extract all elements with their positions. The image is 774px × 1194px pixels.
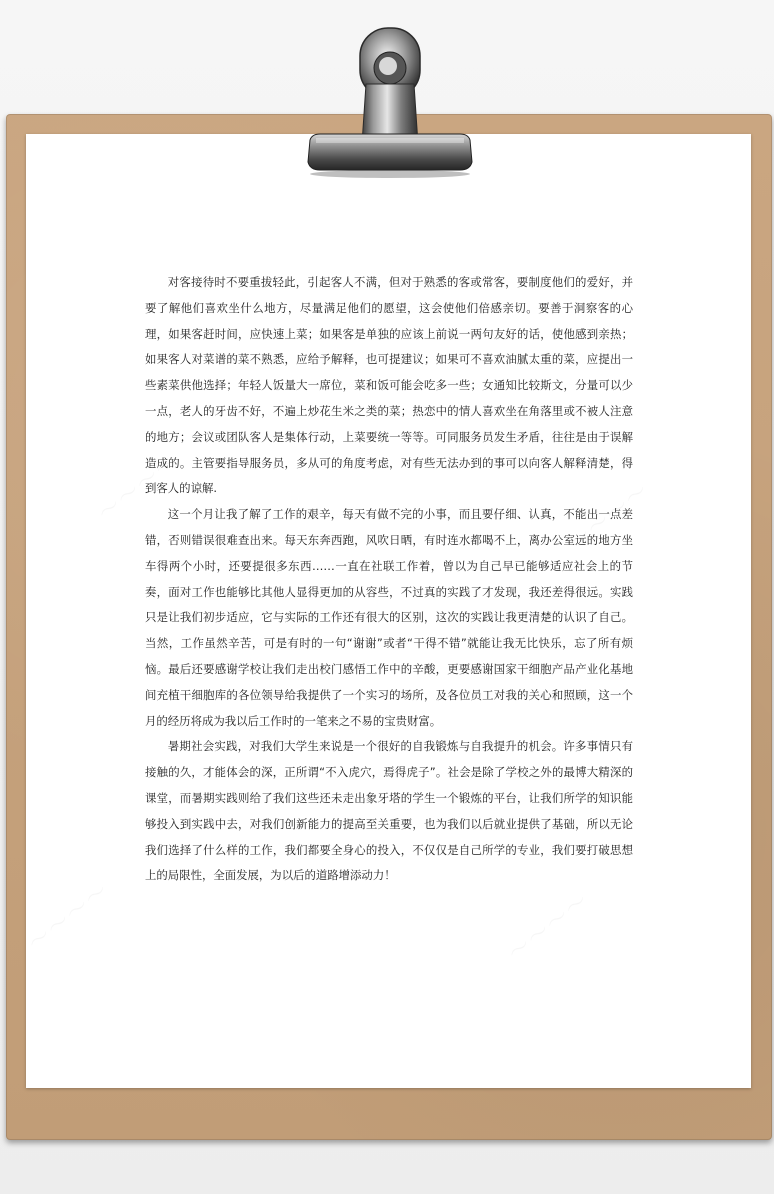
paragraph: 这一个月让我了解了工作的艰辛，每天有做不完的小事，而且要仔细、认真，不能出一点差错，否则错误很难查出来。每天东奔西跑，风吹日晒，有时连水都喝不上，离办公室远的地方坐车得两个小时，还要提很多东西……一直在社联工作着，曾以为自己早已能够适应社会上的节奏，面对工作也能够比其他人显得更加的从容些，不过真的实践了才发现，我还差得很远。实践只是让我们初步适应，它与实际的工作还有很大的区别，这次的实践让我更清楚的认识了自己。当然，工作虽然辛苦，可是有时的一句“谢谢”或者“干得不错”就能让我无比快乐，忘了所有烦恼。最后还要感谢学校让我们走出校门感悟工作中的辛酸，更要感谢国家干细胞产品产业化基地间充植干细胞库的各位领导给我提供了一个实习的场所，及各位员工对我的关心和照顾，这一个月的经历将成为我以后工作时的一笔来之不易的宝贵财富。 [145,507,633,728]
paragraph: 对客接待时不要重拔轻此，引起客人不满，但对于熟悉的客或常客，要制度他们的爱好，并要了解他们喜欢坐什么地方，尽量满足他们的愿望，这会使他们倍感亲切。要善于洞察客的心理，如果客赶时间，应快速上菜；如果客是单独的应该上前说一两句友好的话，使他感到亲热；如果客人对菜谱的菜不熟悉，应给予解释，也可提建议；如果可不喜欢油腻太重的菜，应提出一些素菜供他选择；年轻人饭量大一席位，菜和饭可能会吃多一些；女通知比较斯文，分量可以少一点，老人的牙齿不好，不遍上炒花生米之类的菜；热恋中的情人喜欢坐在角落里或不被人注意的地方；会议或团队客人是集体行动，上菜要统一等等。可同服务员发生矛盾，往往是由于误解造成的。主管要指导服务员，多从可的角度考虑，对有些无法办到的事可以向客人解释清楚，得到客人的谅解. [145,275,633,496]
paragraph: 暑期社会实践，对我们大学生来说是一个很好的自我锻炼与自我提升的机会。许多事情只有接触的久，才能体会的深，正所谓“不入虎穴，焉得虎子”。社会是除了学校之外的最博大精深的课堂，而暑期实践则给了我们这些还未走出象牙塔的学生一个锻炼的平台，让我们所学的知识能够投入到实践中去，对我们创新能力的提高至关重要，也为我们以后就业提供了基础，所以无论我们选择了什么样的工作，我们都要全身心的投入，不仅仅是自己所学的专业，我们要打破思想上的局限性，全面发展，为以后的道路增添动力！ [145,739,633,883]
document-body [145,270,633,889]
binder-clip-icon [300,26,480,178]
